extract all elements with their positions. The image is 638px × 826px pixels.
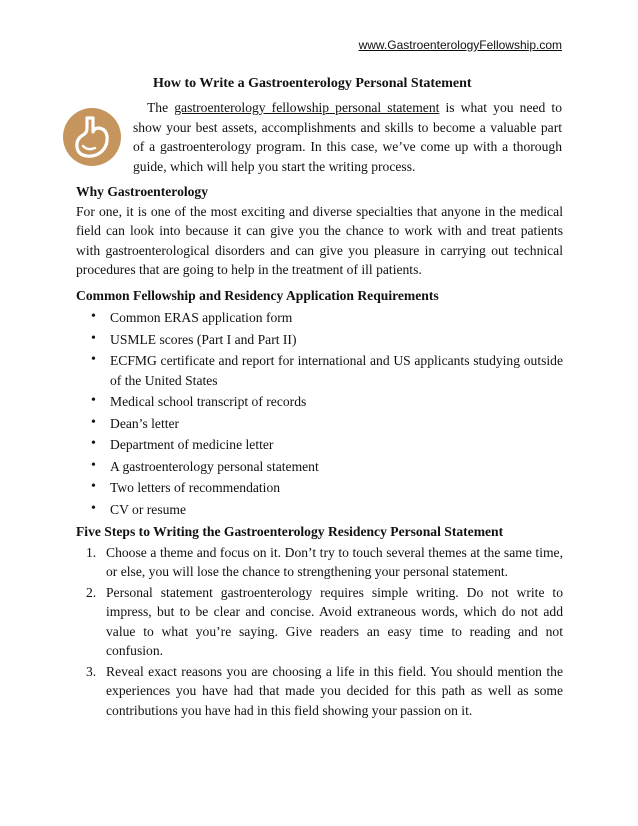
list-item [86, 543, 563, 582]
list-item-text: Department of medicine letter [110, 437, 274, 452]
step-number: 1. [86, 544, 97, 560]
list-item [91, 500, 563, 520]
bullet-icon: • [91, 414, 96, 430]
step-text: Choose a theme and focus on it. Don’t try to touch several themes at the same time, or else, you will lose the chance to strengthening your personal statement. [106, 544, 563, 579]
list-item-text: A gastroenterology personal statement [110, 458, 319, 474]
list-item [91, 435, 563, 455]
step-number: 2. [86, 584, 97, 600]
list-item [91, 457, 563, 477]
intro-suffix: is what you need to show your best assets, accomplishments and skills to become a valuable part of a gastroenterology program. In this case, we’ve come up with a thorough guide, which will help you start the writing process. [133, 100, 562, 174]
intro-paragraph [133, 98, 562, 176]
bullet-icon: • [91, 330, 96, 346]
list-item [91, 392, 563, 412]
section-title-five-steps: Five Steps to Writing the Gastroenterology Residency Personal Statement [76, 524, 504, 539]
list-item [86, 583, 563, 661]
header-website-link[interactable]: www.GastroenterologyFellowship.com [358, 38, 562, 52]
list-item-text: CV or resume [110, 501, 187, 517]
bullet-icon: • [91, 352, 96, 367]
list-item-text: USMLE scores (Part I and Part II) [110, 331, 297, 347]
list-item [91, 351, 563, 390]
document-body [76, 182, 563, 721]
section-title-requirements: Common Fellowship and Residency Application Requirements [76, 287, 439, 303]
steps-list [76, 543, 563, 721]
section-text-why: For one, it is one of the most exciting and diverse specialties that anyone in the medical field can look into because it can give you the chance to work with and treat patients with gastroenterological disorders and can give you pleasure in carrying out technical procedures that are going to help in the treatment of ill patients. [76, 203, 563, 277]
bullet-icon: • [91, 436, 96, 451]
step-number: 3. [86, 663, 97, 679]
document-title: How to Write a Gastroenterology Personal Statement [153, 76, 472, 91]
list-item-text: Medical school transcript of records [110, 394, 307, 409]
bullet-icon: • [91, 393, 96, 408]
list-item-text: Common ERAS application form [110, 310, 293, 325]
step-text: Personal statement gastroenterology requires simple writing. Do not write to impress, but to be clear and concise. Avoid extraneous words, which do not add value to what you’re saying. Give readers an easy time to reading and not confusion. [106, 584, 563, 658]
list-item [86, 662, 563, 721]
personal-statement-link[interactable]: gastroenterology fellowship personal statement [174, 100, 440, 115]
bullet-icon: • [91, 500, 96, 516]
list-item [91, 414, 563, 434]
list-item-text: ECFMG certificate and report for international and US applicants studying outside of the United States [110, 353, 563, 388]
list-item [91, 478, 563, 498]
list-item-text: Dean’s letter [110, 415, 180, 431]
bullet-icon: • [91, 479, 96, 494]
section-title-why: Why Gastroenterology [76, 184, 209, 199]
intro-prefix: The [147, 100, 175, 115]
list-item-text: Two letters of recommendation [110, 480, 281, 495]
list-item [91, 330, 563, 350]
bullet-icon: • [91, 309, 96, 324]
stomach-icon [63, 108, 121, 166]
bullet-icon: • [91, 457, 96, 473]
requirements-list [76, 308, 563, 519]
list-item [91, 308, 563, 328]
step-text: Reveal exact reasons you are choosing a life in this field. You should mention the experiences you have had that made you decided for this path as well as some contributions you have had in this field showing your passion on it. [106, 663, 563, 718]
